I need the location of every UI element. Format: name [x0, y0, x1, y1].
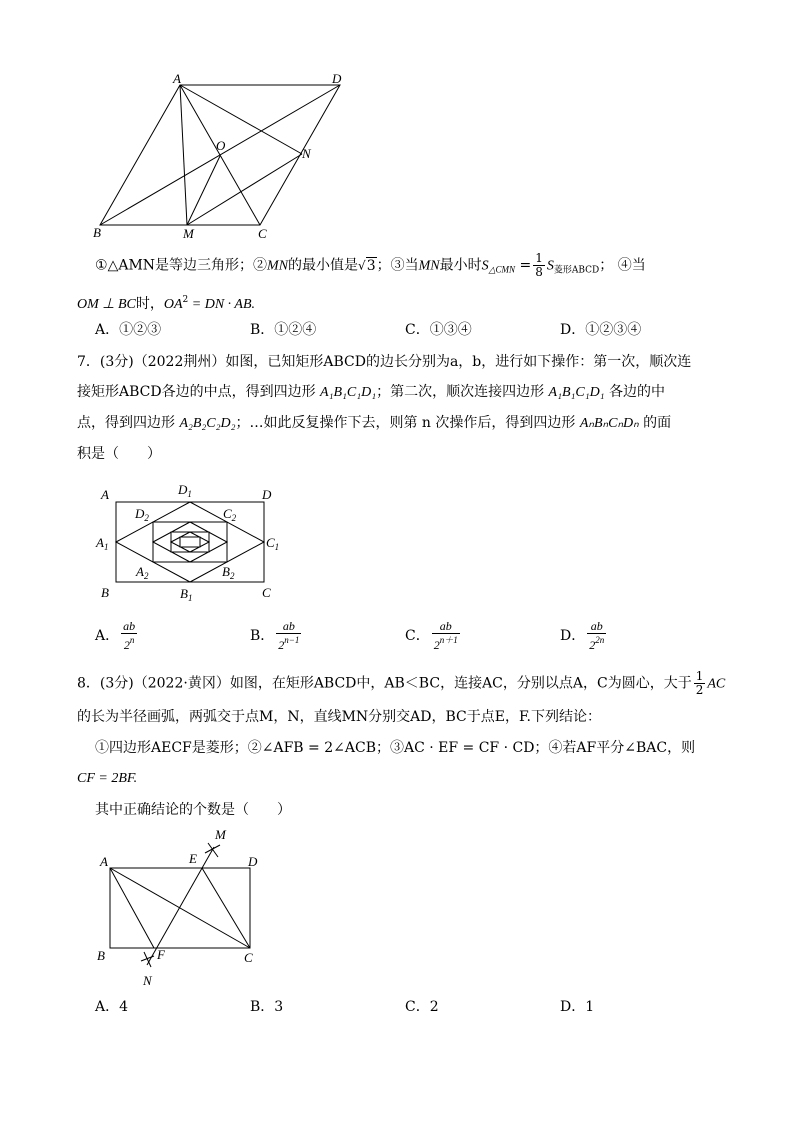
q7-line4: 积是（ ） — [77, 446, 161, 462]
label-b: B — [101, 585, 109, 600]
rect-6 — [180, 537, 200, 547]
q7-line3: 点，得到四边形 A₂B₂C₂D₂；…如此反复操作下去，则第 n 次操作后，得到四边形 AₙBₙCₙDₙ 的面 — [77, 415, 672, 431]
q8-line1: 8．(3分)（2022·黄冈）如图，在矩形ABCD中，AB＜BC，连接AC，分别以点A，C为圆心，大于 $\frac{1}{2}$ AC — [77, 669, 726, 697]
q8-line3: ①四边形AECF是菱形；②∠AFB = 2∠ACB；③AC · EF = CF · CD；④若AF平分∠BAC，则 — [95, 740, 696, 756]
q7-option-c[interactable]: C． $\frac{ab}{2^{n+1}}$ — [405, 619, 458, 652]
q8-line5: 其中正确结论的个数是（ ） — [95, 802, 291, 818]
label-c: C — [258, 226, 267, 241]
label-f: F — [157, 947, 165, 962]
segment-am — [180, 85, 187, 225]
label-a: A — [173, 71, 181, 86]
label-n: N — [302, 146, 311, 161]
q7-option-b[interactable]: B． $\frac{ab}{2^{n-1}}$ — [250, 619, 300, 652]
label-b: B — [97, 948, 105, 963]
q6-rhombus-figure — [85, 70, 355, 245]
q8-rectangle-figure — [90, 825, 270, 990]
rhombus-3 — [153, 522, 227, 562]
label-m: M — [215, 827, 226, 842]
label-n: N — [143, 973, 152, 988]
q7-option-d[interactable]: D． $\frac{ab}{2^{2n}}$ — [560, 619, 605, 652]
q8-option-c[interactable]: C．2 — [405, 999, 439, 1015]
q7-nested-rectangles-figure — [92, 480, 302, 605]
label-c: C — [262, 585, 271, 600]
q7-line1: 7．(3分)（2022荆州）如图，已知矩形ABCD的边长分别为a，b，进行如下操作：第一次，顺次连 — [77, 354, 692, 370]
q6-option-d[interactable]: D．①②③④ — [560, 322, 642, 338]
label-a: A — [100, 854, 108, 869]
label-c2: $C_2$ — [223, 506, 237, 523]
label-a: A — [101, 487, 109, 502]
rect-4 — [171, 532, 209, 552]
label-b: B — [93, 225, 101, 240]
q8-line2: 的长为半径画弧，两弧交于点M，N，直线MN分别交AD，BC于点E，F.下列结论： — [77, 709, 601, 725]
label-b2: $B_2$ — [222, 564, 235, 581]
rhombus-5 — [171, 532, 209, 552]
label-a2: $A_2$ — [136, 564, 149, 581]
q6-option-b[interactable]: B．①②④ — [250, 322, 317, 338]
diagonal-ac — [180, 85, 260, 225]
q6-option-c[interactable]: C．①③④ — [405, 322, 472, 338]
label-e: E — [189, 851, 197, 866]
label-o: O — [216, 138, 226, 153]
q7-line2: 接矩形ABCD各边的中点，得到四边形 A₁B₁C₁D₁；第二次，顺次连接四边形 A₁B₁C₁D₁ 各边的中 — [77, 384, 666, 400]
q8-option-b[interactable]: B．3 — [250, 999, 284, 1015]
label-d2: $D_2$ — [135, 506, 149, 523]
label-a1: $A_1$ — [96, 535, 109, 552]
q6-option-a[interactable]: A．①②③ — [95, 322, 162, 338]
rect-a2b2c2d2 — [153, 522, 227, 562]
label-m: M — [183, 226, 194, 241]
label-d: D — [332, 71, 342, 86]
q8-line4: CF = 2BF. — [77, 771, 138, 786]
q6-statement-line1: ①△AMN是等边三角形；②MN的最小值是√3；③当MN最小时$S_{\triangle CMN}$ = $\frac{1}{8}$ $S_{菱形ABCD}$； ④当 — [95, 251, 646, 279]
label-d1: $D_1$ — [178, 482, 192, 499]
label-d: D — [248, 854, 258, 869]
q8-option-d[interactable]: D．1 — [560, 999, 595, 1015]
diagonal-ac — [110, 868, 250, 948]
q6-statement-line2: OM ⊥ BC时，$OA^2$ = DN · AB. — [77, 295, 256, 312]
label-b1: $B_1$ — [180, 586, 193, 603]
q6-fraction: $\frac{1}{8}$ — [535, 251, 543, 279]
q8-option-a[interactable]: A．4 — [95, 999, 129, 1015]
segment-an — [180, 85, 302, 154]
label-d: D — [262, 487, 272, 502]
label-c: C — [244, 950, 253, 965]
label-c1: $C_1$ — [266, 535, 280, 552]
q7-option-a[interactable]: A． $\frac{ab}{2^n}$ — [95, 619, 136, 652]
segment-ec — [202, 868, 250, 948]
